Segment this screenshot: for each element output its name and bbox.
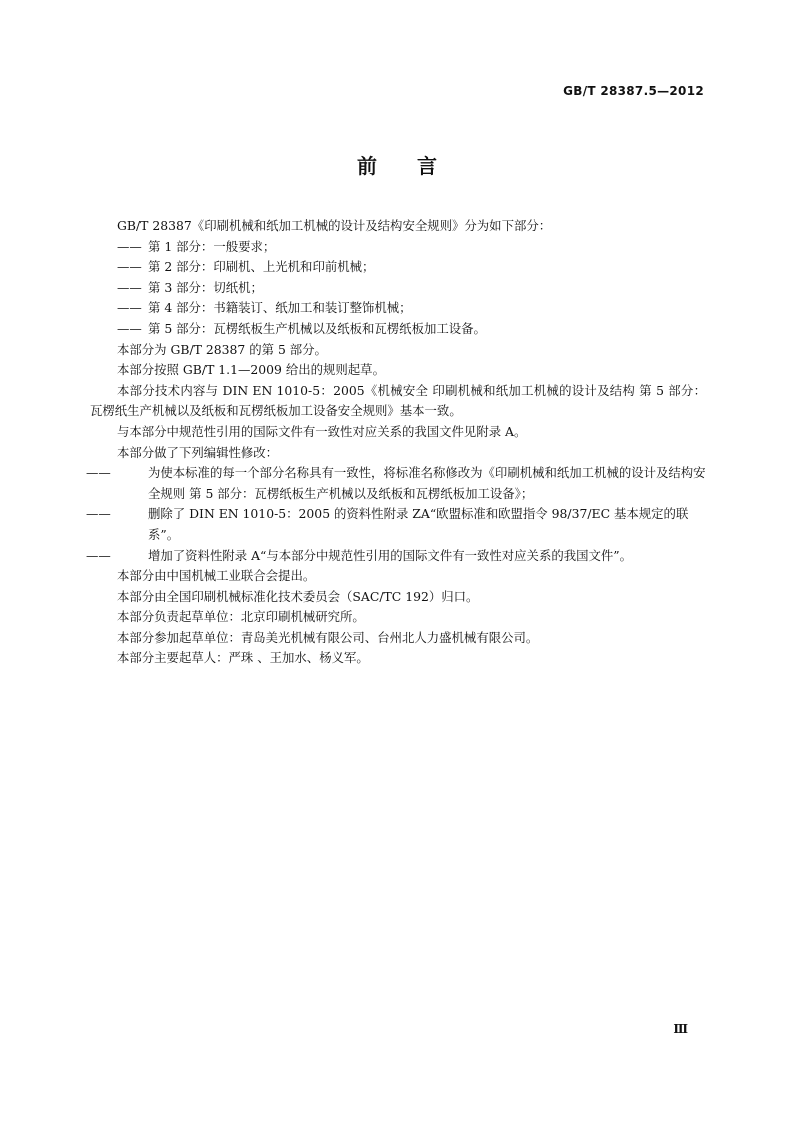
paragraph-proposer: 本部分由中国机械工业联合会提出。 <box>117 568 316 584</box>
list-item-part-1: —— 第 1 部分：一般要求； <box>90 237 706 258</box>
dash-marker: —— <box>117 320 142 336</box>
dash-marker: —— <box>117 259 142 275</box>
dash-marker: —— <box>86 547 111 563</box>
paragraph-centralized-by: 本部分由全国印刷机械标准化技术委员会（SAC/TC 192）归口。 <box>117 588 479 604</box>
standard-number: GB/T 28387.5—2012 <box>563 84 704 98</box>
title-char-2: 言 <box>417 154 437 178</box>
paragraph-technical-content: 本部分技术内容与 DIN EN 1010-5：2005《机械安全 印刷机械和纸加工机械的设计及结构 第 5 部分：瓦楞纸生产机械以及纸板和瓦楞纸板加工设备安全规则》基本一致。 <box>90 382 706 419</box>
page-number: Ⅲ <box>673 1022 688 1036</box>
list-item-part-2: —— 第 2 部分：印刷机、上光机和印前机械； <box>90 257 706 278</box>
list-item-part-3: —— 第 3 部分：切纸机； <box>90 278 706 299</box>
document-body <box>86 216 706 669</box>
page-title <box>0 150 794 179</box>
paragraph-participating-units: 本部分参加起草单位：青岛美光机械有限公司、台州北人力盛机械有限公司。 <box>117 629 539 645</box>
paragraph-part-number: 本部分为 GB/T 28387 的第 5 部分。 <box>117 341 327 357</box>
dash-marker: —— <box>86 465 111 481</box>
title-char-1: 前 <box>357 154 377 178</box>
list-item-edit-3: —— 增加了资料性附录 A“与本部分中规范性引用的国际文件有一致性对应关系的我国文件”。 <box>90 546 706 567</box>
paragraph-drafters: 本部分主要起草人：严珠 、王加水、杨义军。 <box>117 650 369 666</box>
list-item-edit-2: —— 删除了 DIN EN 1010-5：2005 的资料性附录 ZA“欧盟标准和欧盟指令 98/37/EC 基本规定的联系”。 <box>86 506 689 542</box>
list-item-part-4: —— 第 4 部分：书籍装订、纸加工和装订整饰机械； <box>90 298 706 319</box>
dash-marker: —— <box>117 300 142 316</box>
paragraph-annex-reference: 与本部分中规范性引用的国际文件有一致性对应关系的我国文件见附录 A。 <box>117 423 527 439</box>
paragraph-editorial-changes: 本部分做了下列编辑性修改： <box>117 444 279 460</box>
paragraph-drafting-rules: 本部分按照 GB/T 1.1—2009 给出的规则起草。 <box>117 362 385 378</box>
dash-marker: —— <box>117 238 142 254</box>
dash-marker: —— <box>117 279 142 295</box>
paragraph-main-drafter-unit: 本部分负责起草单位：北京印刷机械研究所。 <box>117 609 365 625</box>
dash-marker: —— <box>86 506 111 522</box>
list-item-edit-1: —— 为使本标准的每一个部分名称具有一致性，将标准名称修改为《印刷机械和纸加工机械的设计及结构安全规则 第 5 部分：瓦楞纸板生产机械以及纸板和瓦楞纸板加工设备》； <box>86 465 706 501</box>
list-item-part-5: —— 第 5 部分：瓦楞纸板生产机械以及纸板和瓦楞纸板加工设备。 <box>90 319 706 340</box>
paragraph-parts-intro: GB/T 28387《印刷机械和纸加工机械的设计及结构安全规则》分为如下部分： <box>117 218 552 233</box>
